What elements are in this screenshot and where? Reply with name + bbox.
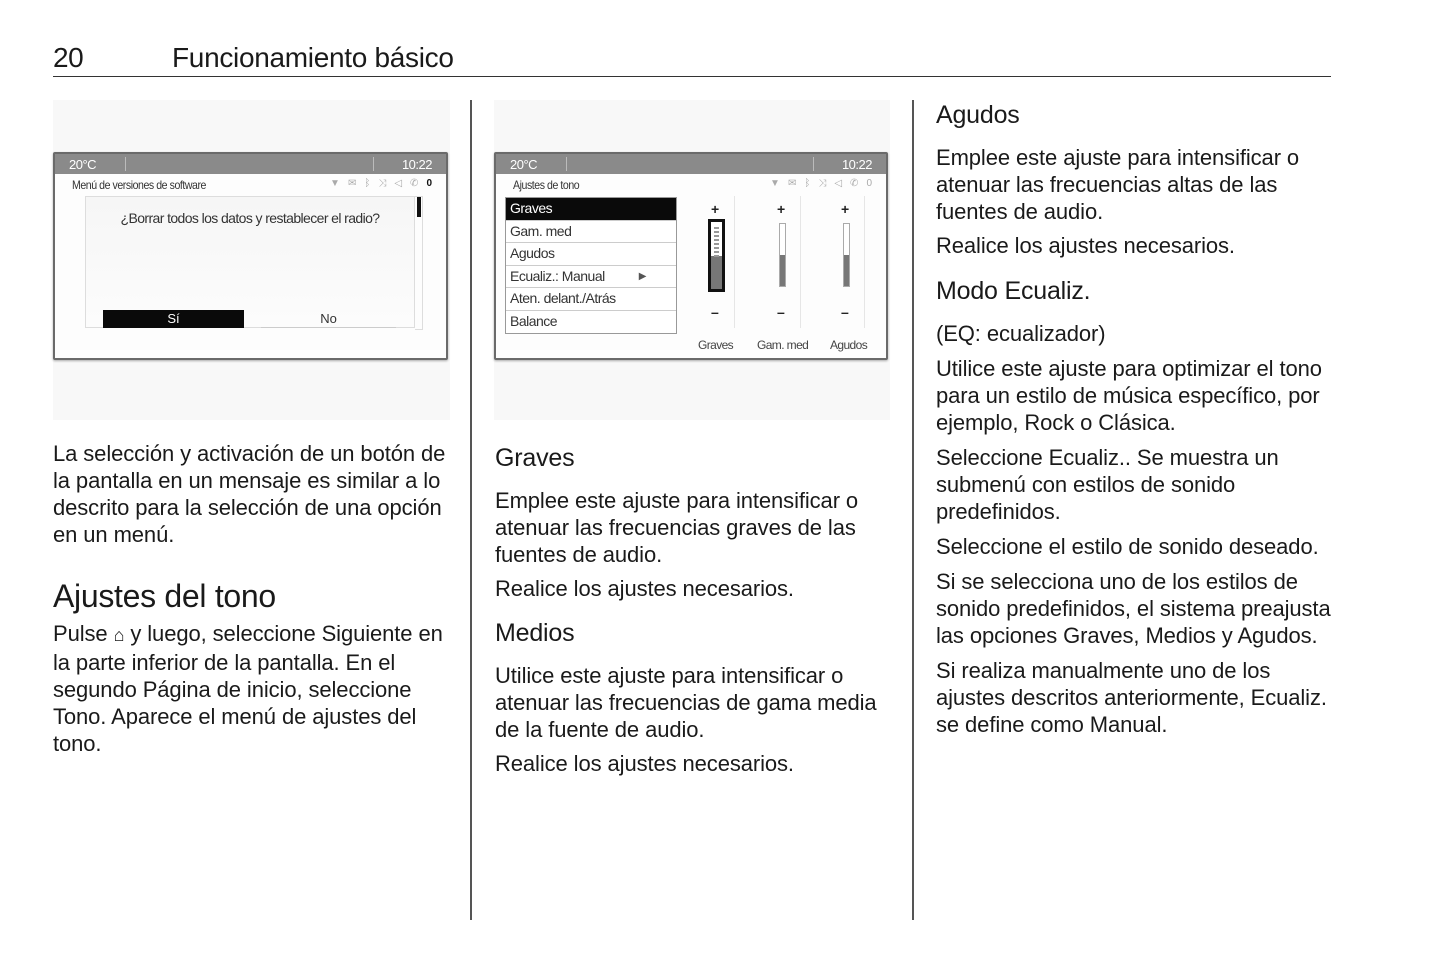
bluetooth-icon: ᛒ [364,178,371,189]
col2-text [495,443,895,777]
slider-label: Graves [698,338,734,352]
menu-item[interactable] [506,221,676,244]
column-divider-1 [470,100,472,920]
home-icon: ⌂ [113,625,125,645]
clock: 10:22 [401,157,432,172]
menu-item-label: Aten. delant./Atrás [510,290,616,307]
menu-item[interactable] [506,311,676,334]
page-title: Funcionamiento básico [172,42,454,73]
menu-item[interactable] [506,266,676,289]
paragraph: Seleccione el estilo de sonido deseado. [936,534,1319,559]
menu-item-label: Gam. med [510,222,572,239]
shuffle-icon: ⤨ [818,178,827,189]
paragraph-text: Pulse [53,621,108,646]
wifi-icon: ▼ [330,178,340,189]
menu-item-label: Balance [510,312,558,329]
slider-fill [711,256,722,290]
paragraph: Si se selecciona uno de los estilos de sonido predefinidos, el sistema preajusta las opciones Graves, Medios y Agudos. [936,569,1331,648]
bluetooth-icon: ᛒ [804,178,811,189]
status-separator [566,157,567,171]
menu-item[interactable] [506,288,676,311]
section-heading: Medios [495,619,575,647]
col1-text [53,440,453,757]
mute-icon: ◁ [834,178,843,189]
plus-icon[interactable]: + [711,201,720,217]
section-heading: Modo Ecualiz. [936,277,1091,305]
message-icon: ✉ [347,178,357,189]
notification-count: 0 [866,178,872,189]
paragraph: Utilice este ajuste para optimizar el tono para un estilo de música específico, por ejemplo, Rock o Clásica. [936,356,1322,435]
phone-icon: ✆ [410,178,419,189]
paragraph: (EQ: ecualizador) [936,321,1106,346]
slider-agudos[interactable] [831,196,865,328]
infotainment-screen-reset [53,152,448,360]
section-heading: Ajustes del tono [53,578,276,614]
section-heading: Graves [495,444,575,472]
yes-button[interactable]: Sí [103,310,244,328]
slider-fill [844,255,849,286]
paragraph: La selección y activación de un botón de la pantalla en un mensaje es similar a lo descrito para la selección de una opción en un menú. [53,441,446,547]
slider-label: Gam. med [757,338,809,352]
paragraph-text: y luego, seleccione Siguiente en la parte inferior de la pantalla. En el segundo Página de inicio, seleccione Tono. Aparece el menú de ajustes del tono. [53,621,443,756]
paragraph: Realice los ajustes necesarios. [495,576,794,601]
menu-item[interactable] [506,198,676,221]
paragraph: Realice los ajustes necesarios. [495,751,794,776]
scrollbar[interactable] [415,196,423,330]
status-bar [55,154,446,174]
phone-icon: ✆ [850,178,859,189]
shuffle-icon: ⤨ [378,178,387,189]
temperature: 20°C [69,157,97,172]
menu-item-label: Agudos [510,245,555,262]
column-divider-2 [912,100,914,920]
slider-graves[interactable] [701,196,735,328]
status-separator [813,157,814,171]
paragraph [53,620,453,757]
status-separator [125,157,126,171]
paragraph: Realice los ajustes necesarios. [936,233,1235,258]
section-heading: Agudos [936,101,1020,129]
screen-title: Menú de versiones de software [72,178,206,192]
message-icon: ✉ [787,178,797,189]
paragraph: Emplee este ajuste para intensificar o atenuar las frecuencias altas de las fuentes de audio. [936,145,1300,224]
column-3 [936,100,1336,738]
paragraph: Utilice este ajuste para intensificar o atenuar las frecuencias de gama media de la fuente de audio. [495,663,877,742]
status-separator [373,157,374,171]
slider-label: Agudos [830,338,868,352]
infotainment-screen-tone [494,152,888,360]
slider-track[interactable] [779,223,786,287]
minus-icon[interactable]: – [711,304,719,320]
page-header [53,40,1331,77]
plus-icon[interactable]: + [777,201,786,217]
submenu-arrow-icon: ▶ [638,270,646,282]
page-number: 20 [53,42,84,73]
status-bar [496,154,886,174]
slider-fill [780,255,785,286]
menu-item-label: Ecualiz.: Manual [510,267,605,284]
menu-item-label: Graves [510,200,553,216]
status-icons [330,178,432,189]
no-button[interactable]: No [261,310,396,328]
notification-count: 0 [426,178,432,189]
plus-icon[interactable]: + [841,201,850,217]
screen-title: Ajustes de tono [513,178,580,192]
slider-gam-med[interactable] [767,196,801,328]
minus-icon[interactable]: – [841,304,849,320]
status-icons [770,178,872,189]
slider-track[interactable] [708,219,725,292]
paragraph: Seleccione Ecualiz.. Se muestra un submenú con estilos de sonido predefinidos. [936,445,1279,524]
menu-item[interactable] [506,243,676,266]
scrollbar-thumb[interactable] [417,197,421,217]
minus-icon[interactable]: – [777,304,785,320]
wifi-icon: ▼ [770,178,780,189]
paragraph: Si realiza manualmente uno de los ajustes descritos anteriormente, Ecualiz. se define como Manual. [936,658,1327,737]
temperature: 20°C [510,157,538,172]
confirm-dialog [85,196,415,328]
paragraph: Emplee este ajuste para intensificar o atenuar las frecuencias graves de las fuentes de audio. [495,488,859,567]
slider-track[interactable] [843,223,850,287]
clock: 10:22 [841,157,872,172]
tone-menu [505,197,677,334]
mute-icon: ◁ [394,178,403,189]
dialog-question: ¿Borrar todos los datos y restablecer el radio? [120,210,380,226]
